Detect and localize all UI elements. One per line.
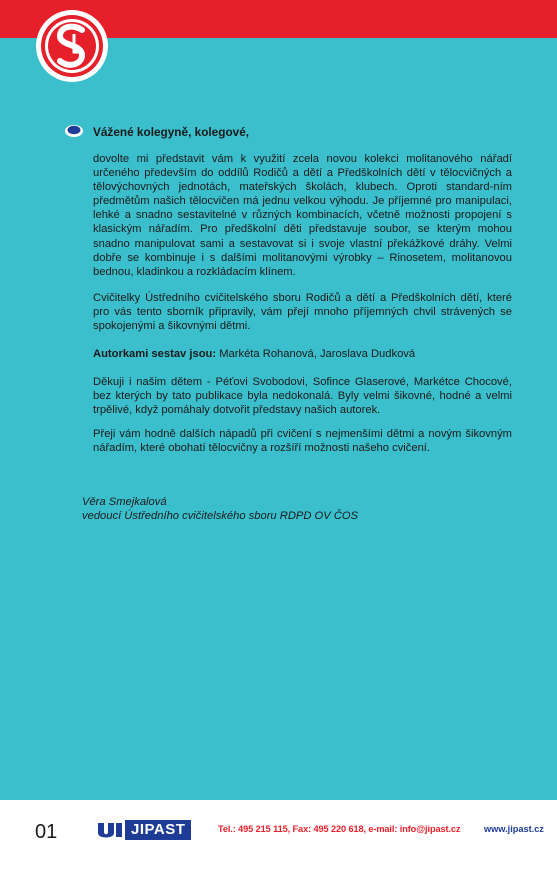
website-link[interactable]: www.jipast.cz [484,824,544,834]
sokol-logo-icon [34,8,110,84]
jipast-wordmark: JIPAST [125,820,191,840]
authors-names: Markéta Rohanová, Jaroslava Dudková [216,348,416,360]
intro-paragraph: dovolte mi představit vám k využití zcela novou kolekci molitanového nářadí určeného především do oddílů Rodičů a dětí a Předškolních dětí v tělocvičných a tělovýchovných jednotách, mateřských školách, klubech. Oproti standard-ním předmětům našich tělocvičen má jednu velkou výhodu. Je příjemné pro manipulaci, lehké a snadno sestavitelné v různých kombinacích, včetně možnosti propojení s klasickým nářadím. Pro předškolní děti představuje soubor, se kterým mohou snadno manipulovat sami a sestavovat si i svoje vlastní překážkové dráhy. Velmi dobře se kombinuje i s dalšími molitanovými výrobky – Rinosetem, molitanovou bednou, kladinkou a rozkládacím klínem. [93,153,512,278]
bullet-dot-icon [64,124,84,143]
letter-greeting: Vážené kolegyně, kolegové, [93,125,250,139]
instructors-paragraph: Cvičitelky Ústředního cvičitelského sboru Rodičů a dětí a Předškolních dětí, které pro vás tento sborník připravily, vám přejí mnoho příjemných chvil strávených se spokojenými a šikovnými dětmi. [93,292,512,333]
jipast-logo-icon [96,821,124,839]
signature-role: vedoucí Ústředního cvičitelského sboru RDPD OV ČOS [82,510,359,522]
authors-label: Autorkami sestav jsou: [93,348,217,360]
wishes-paragraph: Přeji vám hodně dalších nápadů při cvičení s nejmenšími dětmi a novým šikovným nářadím, které obohatí tělocvičny a rozšíří možnosti našeho cvičení. [93,428,512,455]
signature-name: Věra Smejkalová [82,496,167,508]
authors-line [93,347,512,361]
contact-info: Tel.: 495 215 115, Fax: 495 220 618, e-mail: info@jipast.cz [218,824,461,834]
footer-band [0,800,557,875]
thanks-paragraph: Děkuji i našim dětem - Péťovi Svobodovi, Sofince Glaserové, Markétce Chocové, bez kterých by tato publikace byla nedokonalá. Byly velmi šikovné, hodné a velmi trpělivé, když pomáhaly dotvořit představy našich autorek. [93,376,512,417]
page-number: 01 [35,821,58,843]
